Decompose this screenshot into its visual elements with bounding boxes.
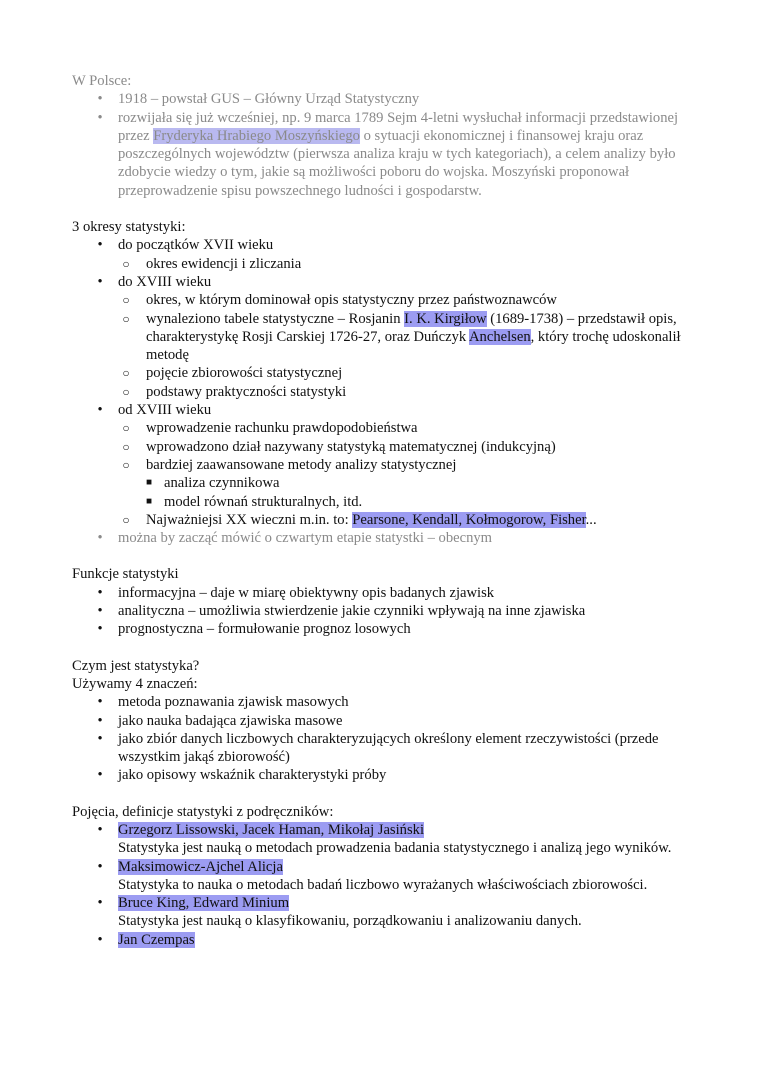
list-item [72, 529, 692, 547]
definition-1-authors: Grzegorz Lissowski, Jacek Haman, Mikołaj Jasiński [118, 821, 424, 838]
period-1-sub-1: okres ewidencji i zliczania [146, 255, 302, 272]
square-bullet-icon: ■ [145, 477, 153, 489]
definition-3-authors: Bruce King, Edward Minium [118, 895, 290, 912]
function-3: prognostyczna – formułowanie prognoz losowych [118, 621, 411, 638]
function-1: informacyjna – daje w miarę obiektywny opis badanych zjawisk [118, 584, 495, 601]
definition-4-authors: Jan Czempas [118, 931, 195, 948]
meanings-list [72, 693, 692, 784]
period-3-sub-3-item-2: model równań strukturalnych, itd. [164, 493, 363, 510]
list-item [72, 419, 692, 437]
definitions-list [72, 821, 692, 949]
list-item [72, 894, 692, 912]
list-item [72, 730, 692, 767]
definition-3-text: Statystyka jest nauką o klasyfikowaniu, porządkowaniu i analizowaniu danych. [118, 913, 582, 930]
meaning-1: metoda poznawania zjawisk masowych [118, 694, 349, 711]
period-3-sub-2: wprowadzono dział nazywany statystyką matematycznej (indukcyjną) [146, 438, 556, 455]
period-2-sub-2-mid: (1689-1738) – przedstawił opis, charakterystykę Rosji Carskiej 1726-27, oraz Duńczyk [146, 310, 677, 345]
highlight-statisticians: Pearsone, Kendall, Kołmogorow, Fisher [352, 511, 586, 528]
period-2-sub-2-end: , który trochę udoskonalił metodę [146, 328, 681, 364]
list-item [72, 821, 692, 839]
highlight-moszynski: Fryderyka Hrabiego Moszyńskiego [153, 127, 360, 144]
whatis-heading: Czym jest statystyka? [72, 657, 200, 674]
list-item [72, 109, 692, 200]
bullet-icon: • [97, 402, 103, 419]
list-item [72, 693, 692, 711]
definition-text [72, 839, 692, 857]
poland-list [72, 90, 692, 200]
definition-1-text: Statystyka jest nauką o metodach prowadzenia badania statystycznego i analizą jego wyników. [118, 840, 672, 857]
spacer [72, 785, 692, 803]
list-item [72, 364, 692, 382]
list-item [72, 766, 692, 784]
bullet-icon: • [97, 91, 103, 108]
period-3-sub-4-text: Najważniejsi XX wieczni m.in. to: [146, 511, 353, 528]
document-page [72, 72, 692, 949]
list-item [72, 602, 692, 620]
circle-bullet-icon: ○ [122, 512, 130, 527]
period-3-sub-3-item-1: analiza czynnikowa [164, 475, 280, 492]
bullet-icon: • [97, 109, 103, 126]
list-item [72, 474, 692, 492]
definition-2-authors: Maksimowicz-Ajchel Alicja [118, 858, 283, 875]
circle-bullet-icon: ○ [122, 439, 130, 454]
definition-text [72, 912, 692, 930]
list-item [72, 858, 692, 876]
highlight-kirgilow: I. K. Kirgiłow [404, 310, 487, 327]
functions-list [72, 584, 692, 639]
list-item [72, 456, 692, 474]
circle-bullet-icon: ○ [122, 457, 130, 472]
definition-2-text: Statystyka to nauka o metodach badań liczbowo wyrażanych właściwościach zbiorowości. [118, 876, 648, 893]
list-item [72, 383, 692, 401]
list-item [72, 291, 692, 309]
bullet-icon: • [97, 767, 103, 784]
poland-item-2-text-end: o sytuacji ekonomicznej i finansowej kraju oraz poszczególnych województw (pierwsza analiza kraju w tych kategoriach), a celem analizy było zdobycie wiedzy o tym, jakie są możliwości poboru do wojska. Moszyński proponował przeprowadzenie spisu powszechnego ludności i gospodarstw. [118, 127, 676, 199]
function-2: analityczna – umożliwia stwierdzenie jakie czynniki wpływają na inne zjawiska [118, 603, 586, 620]
list-item [72, 931, 692, 949]
bullet-icon: • [97, 694, 103, 711]
circle-bullet-icon: ○ [122, 293, 130, 308]
bullet-icon: • [97, 584, 103, 601]
period-4-label: można by zacząć mówić o czwartym etapie statystki – obecnym [118, 530, 493, 547]
list-item [72, 310, 692, 365]
list-item [72, 438, 692, 456]
circle-bullet-icon: ○ [122, 256, 130, 271]
period-1-label: do początków XVII wieku [118, 237, 274, 254]
meaning-4: jako opisowy wskaźnik charakterystyki próby [118, 767, 387, 784]
list-item [72, 236, 692, 254]
period-3-sub-3: bardziej zaawansowane metody analizy statystycznej [146, 456, 457, 473]
period-2-sub-2-text: wynaleziono tabele statystyczne – Rosjanin [146, 310, 405, 327]
definition-text [72, 876, 692, 894]
circle-bullet-icon: ○ [122, 366, 130, 381]
list-item [72, 712, 692, 730]
meaning-3: jako zbiór danych liczbowych charakteryzujących określony element rzeczywistości (przede wszystkim jakąś zbiorowość) [118, 730, 659, 766]
periods-list [72, 236, 692, 547]
list-item [72, 584, 692, 602]
bullet-icon: • [97, 712, 103, 729]
definitions-heading: Pojęcia, definicje statystyki z podręczników: [72, 803, 334, 820]
period-3-sub-1: wprowadzenie rachunku prawdopodobieństwa [146, 420, 418, 437]
poland-item-1: 1918 – powstał GUS – Główny Urząd Statystyczny [118, 91, 420, 108]
functions-heading: Funkcje statystyki [72, 566, 179, 583]
periods-heading: 3 okresy statystyki: [72, 219, 186, 236]
list-item [72, 620, 692, 638]
period-3-sub-4-end: ... [585, 511, 597, 528]
circle-bullet-icon: ○ [122, 384, 130, 399]
poland-heading: W Polsce: [72, 73, 132, 89]
list-item [72, 90, 692, 108]
bullet-icon: • [97, 931, 103, 948]
list-item [72, 255, 692, 273]
spacer [72, 547, 692, 565]
bullet-icon: • [97, 603, 103, 620]
bullet-icon: • [97, 858, 103, 875]
square-bullet-icon: ■ [145, 495, 153, 507]
poland-item-2-text: rozwijała się już wcześniej, np. 9 marca 1789 Sejm 4-letni wysłuchał informacji przedstawionej przez [118, 109, 679, 144]
whatis-subheading: Używamy 4 znaczeń: [72, 675, 198, 692]
period-2-sub-3: pojęcie zbiorowości statystycznej [146, 365, 343, 382]
bullet-icon: • [97, 621, 103, 638]
meaning-2: jako nauka badająca zjawiska masowe [118, 712, 343, 729]
highlight-anchelsen: Anchelsen [469, 328, 531, 345]
bullet-icon: • [97, 237, 103, 254]
period-2-sub-1: okres, w którym dominował opis statystyczny przez państwoznawców [146, 292, 557, 309]
bullet-icon: • [97, 530, 103, 547]
period-3-label: od XVIII wieku [118, 402, 212, 419]
bullet-icon: • [97, 821, 103, 838]
spacer [72, 200, 692, 218]
list-item [72, 493, 692, 511]
list-item [72, 511, 692, 529]
circle-bullet-icon: ○ [122, 421, 130, 436]
bullet-icon: • [97, 730, 103, 747]
spacer [72, 639, 692, 657]
period-2-label: do XVIII wieku [118, 273, 212, 290]
list-item [72, 401, 692, 419]
bullet-icon: • [97, 273, 103, 290]
bullet-icon: • [97, 895, 103, 912]
list-item [72, 273, 692, 291]
period-2-sub-4: podstawy praktyczności statystyki [146, 383, 347, 400]
circle-bullet-icon: ○ [122, 311, 130, 326]
